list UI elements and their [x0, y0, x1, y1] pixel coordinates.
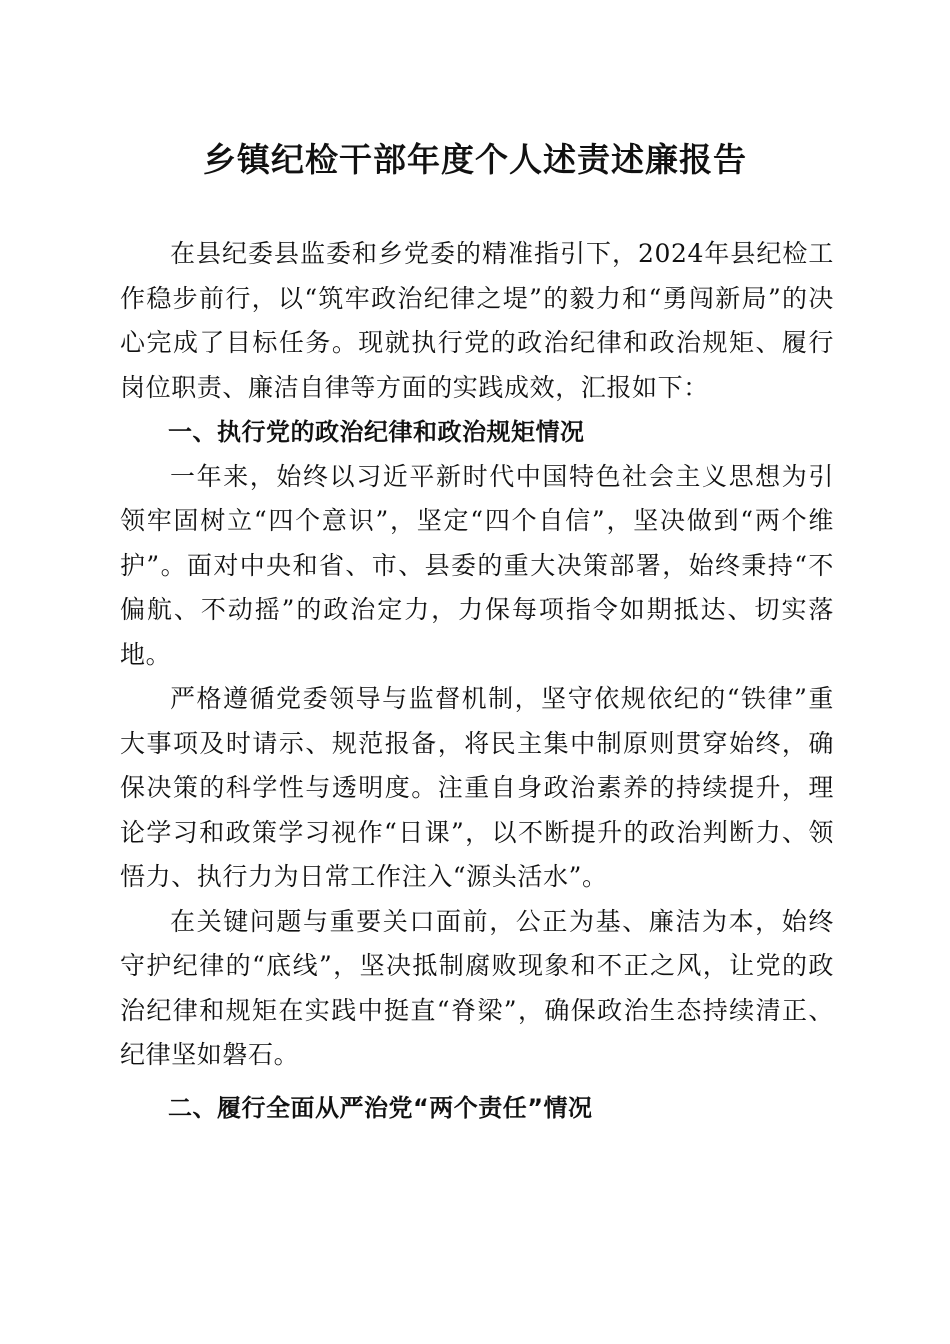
section-1-heading: 一、执行党的政治纪律和政治规矩情况	[168, 418, 585, 446]
document-body	[120, 232, 834, 1130]
section-1-paragraph-2: 严格遵循党委领导与监督机制，坚守依规依纪的“铁律”重大事项及时请示、规范报备，将民主集中制原则贯穿始终，确保决策的科学性与透明度。注重自身政治素养的持续提升，理论学习和政策学习视作“日课”，以不断提升的政治判断力、领悟力、执行力为日常工作注入“源头活水”。	[120, 684, 834, 891]
intro-paragraph: 在县纪委县监委和乡党委的精准指引下，2024年县纪检工作稳步前行，以“筑牢政治纪律之堤”的毅力和“勇闯新局”的决心完成了目标任务。现就执行党的政治纪律和政治规矩、履行岗位职责、廉洁自律等方面的实践成效，汇报如下：	[120, 239, 834, 402]
section-2-heading: 二、履行全面从严治党“两个责任”情况	[168, 1093, 593, 1122]
section-1-paragraph-3: 在关键问题与重要关口面前，公正为基、廉洁为本，始终守护纪律的“底线”，坚决抵制腐败现象和不正之风，让党的政治纪律和规矩在实践中挺直“脊梁”，确保政治生态持续清正、纪律坚如磐石。	[120, 906, 834, 1069]
document-title: 乡镇纪检干部年度个人述责述廉报告	[203, 140, 747, 179]
section-1-paragraph-1: 一年来，始终以习近平新时代中国特色社会主义思想为引领牢固树立“四个意识”，坚定“四个自信”，坚决做到“两个维护”。面对中央和省、市、县委的重大决策部署，始终秉持“不偏航、不动摇”的政治定力，力保每项指令如期抵达、切实落地。	[120, 461, 834, 669]
